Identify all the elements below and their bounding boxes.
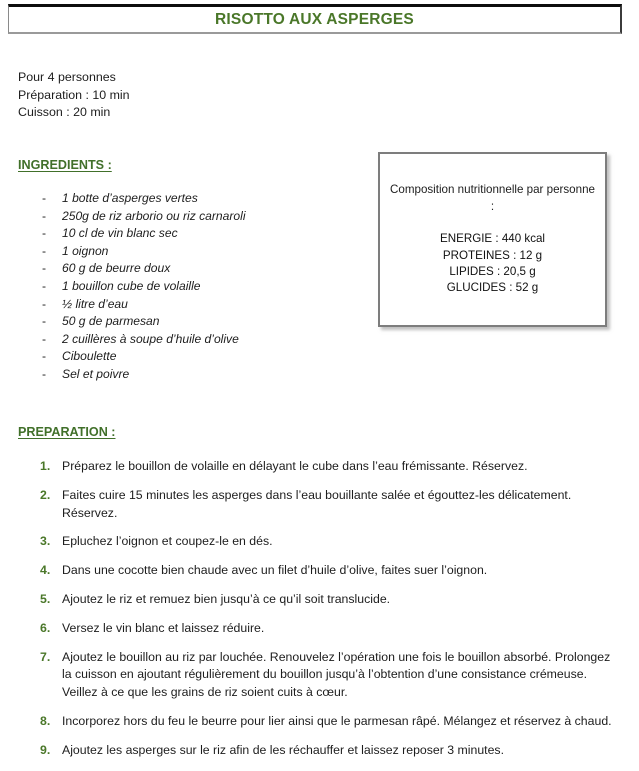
nutrition-value-line: PROTEINES : 12 g [442, 248, 543, 262]
step-text: Ajoutez le riz et remuez bien jusqu’à ce qu’il soit translucide. [62, 591, 391, 606]
preparation-step [18, 649, 621, 702]
step-text: Dans une cocotte bien chaude avec un filet d’huile d’olive, faites suer l’oignon. [62, 563, 488, 578]
ingredient-item [18, 313, 348, 331]
ingredient-item [18, 278, 348, 296]
ingredient-label: ½ litre d’eau [62, 296, 128, 311]
ingredient-label: Sel et poivre [62, 366, 130, 381]
step-number: 1. [40, 459, 51, 473]
step-number: 8. [40, 713, 51, 728]
ingredient-item [18, 260, 348, 278]
step-text: Epluchez l’oignon et coupez-le en dés. [62, 534, 273, 549]
preparation-heading: PREPARATION : [18, 425, 116, 439]
ingredient-bullet: - [42, 243, 47, 258]
ingredient-bullet: - [42, 226, 47, 241]
preparation-step [18, 713, 621, 731]
ingredient-label: 1 botte d’asperges vertes [62, 191, 198, 205]
ingredient-item [18, 366, 348, 384]
page-title: RISOTTO AUX ASPERGES [215, 10, 414, 28]
ingredient-bullet: - [42, 261, 47, 276]
recipe-meta [18, 69, 130, 122]
ingredient-label: 250g de riz arborio ou riz carnaroli [62, 208, 246, 223]
ingredient-bullet: - [42, 191, 47, 205]
step-number: 5. [40, 591, 51, 606]
ingredient-bullet: - [42, 314, 47, 329]
step-text: Incorporez hors du feu le beurre pour lier ainsi que le parmesan râpé. Mélangez et réservez à chaud. [62, 713, 612, 728]
step-number: 6. [40, 620, 51, 635]
step-number: 2. [40, 487, 51, 502]
preparation-time-text: Préparation : 10 min [18, 87, 130, 102]
ingredient-bullet: - [42, 331, 47, 346]
recipe-title-banner [8, 4, 622, 34]
step-text: Ajoutez le bouillon au riz par louchée. Renouvelez l’opération une fois le bouillon absorbé. Prolongez la cuisson en ajoutant régulièrement du bouillon jusqu’à l’obtention d’une consistance crémeuse. Veillez à ce que les grains de riz soient cuits à cœur. [62, 649, 611, 700]
ingredient-item [18, 296, 348, 314]
nutrition-box [378, 152, 607, 327]
ingredient-bullet: - [42, 208, 47, 223]
ingredient-label: 1 oignon [62, 243, 109, 258]
preparation-step [18, 620, 621, 638]
step-text: Versez le vin blanc et laissez réduire. [62, 620, 265, 635]
ingredient-bullet: - [42, 278, 47, 293]
ingredient-item [18, 243, 348, 261]
nutrition-value-line: ENERGIE : 440 kcal [439, 232, 546, 246]
step-text: Ajoutez les asperges sur le riz afin de les réchauffer et laissez reposer 3 minutes. [62, 742, 504, 757]
ingredients-heading: INGREDIENTS : [18, 158, 112, 172]
ingredients-list [18, 190, 348, 384]
preparation-step [18, 562, 621, 580]
ingredient-item [18, 348, 348, 366]
step-number: 7. [40, 649, 51, 664]
cooking-time-text: Cuisson : 20 min [18, 105, 111, 120]
nutrition-value-line: GLUCIDES : 52 g [446, 281, 539, 295]
step-number: 4. [40, 563, 51, 578]
ingredient-bullet: - [42, 349, 47, 364]
ingredient-item [18, 225, 348, 243]
ingredient-label: 10 cl de vin blanc sec [62, 226, 178, 241]
ingredient-bullet: - [42, 366, 47, 381]
ingredient-label: 50 g de parmesan [62, 314, 160, 329]
servings-text: Pour 4 personnes [18, 70, 116, 84]
preparation-step [18, 458, 621, 476]
preparation-steps-list [18, 458, 621, 771]
step-number: 9. [40, 742, 51, 757]
step-text: Faites cuire 15 minutes les asperges dans l’eau bouillante salée et égouttez-les délicatement. Réservez. [62, 487, 572, 520]
nutrition-title: Composition nutritionnelle par personne : [390, 183, 595, 213]
ingredient-item [18, 190, 348, 208]
ingredient-label: Ciboulette [62, 349, 117, 364]
ingredient-label: 60 g de beurre doux [62, 261, 171, 276]
nutrition-value-line: LIPIDES : 20,5 g [449, 265, 536, 278]
ingredient-label: 2 cuillères à soupe d’huile d’olive [62, 331, 239, 346]
preparation-step [18, 591, 621, 609]
preparation-step [18, 487, 621, 523]
ingredient-item [18, 208, 348, 226]
ingredient-label: 1 bouillon cube de volaille [62, 278, 201, 293]
ingredient-item [18, 331, 348, 349]
nutrition-values [440, 231, 545, 296]
step-number: 3. [40, 534, 51, 549]
preparation-step [18, 533, 621, 551]
ingredient-bullet: - [42, 296, 47, 311]
step-text: Préparez le bouillon de volaille en délayant le cube dans l’eau frémissante. Réservez. [62, 459, 528, 473]
